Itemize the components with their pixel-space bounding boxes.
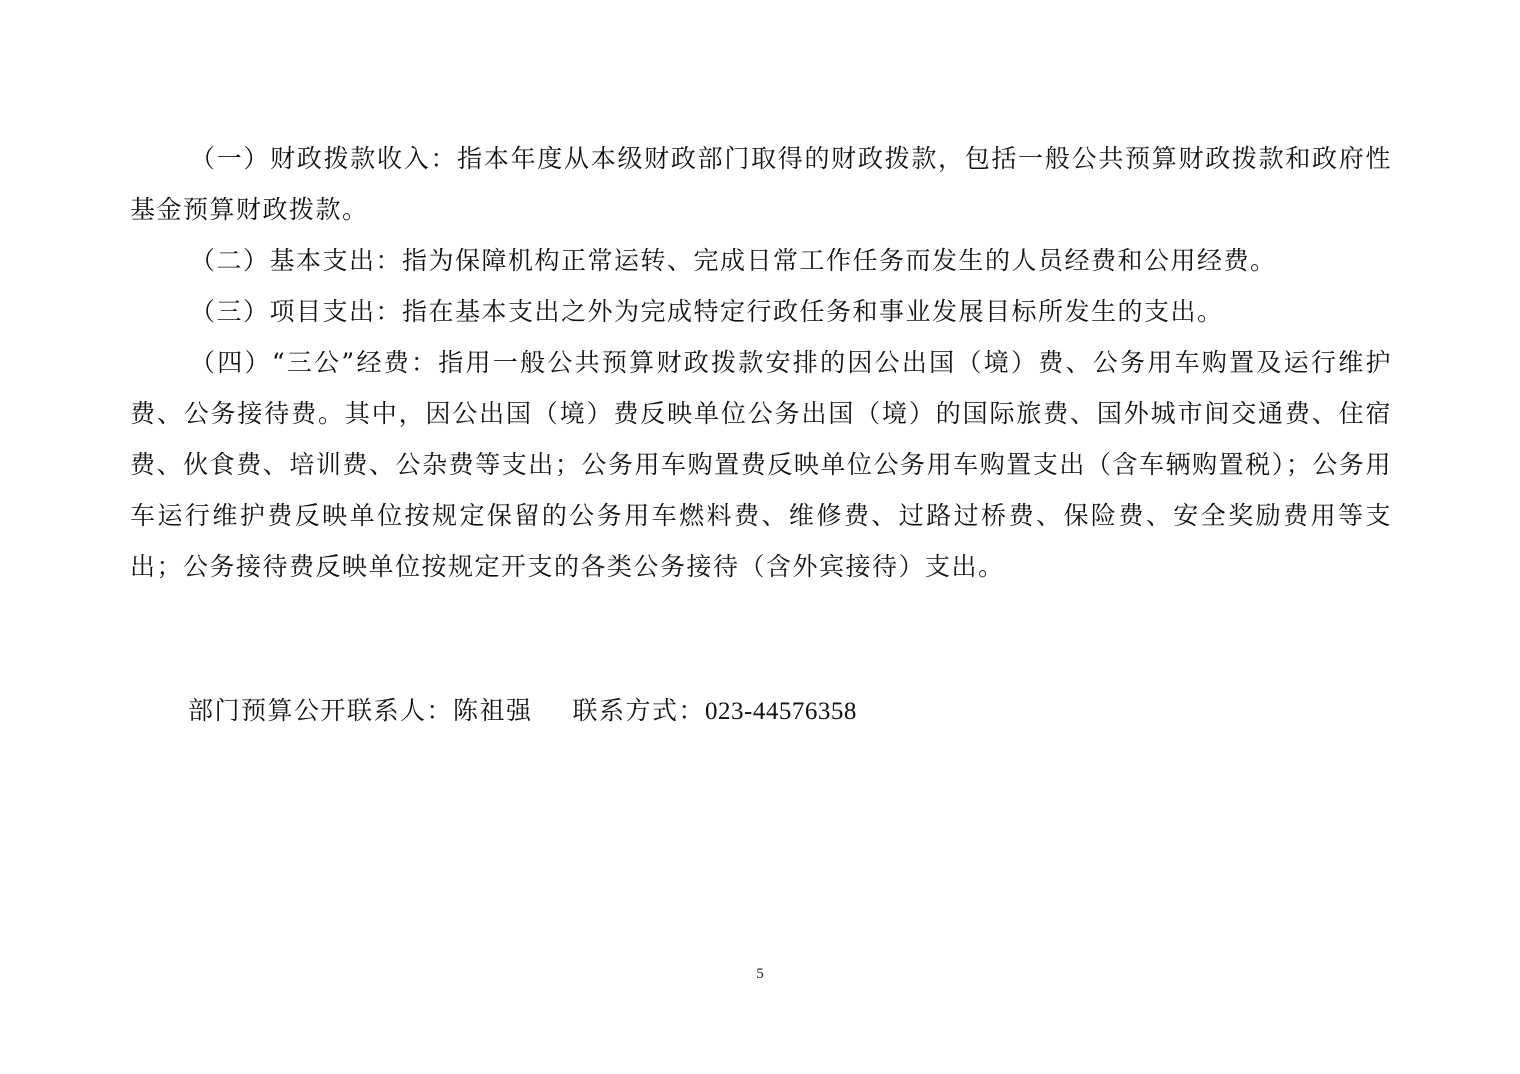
body-text [130,133,1392,592]
contact-person: 部门预算公开联系人：陈祖强 [188,696,533,725]
contact-phone-label: 联系方式： [572,696,706,725]
contact-phone-number: 023-44576358 [705,698,857,725]
paragraph-basic-expenditure: （二）基本支出：指为保障机构正常运转、完成日常工作任务而发生的人员经费和公用经费。 [190,246,1277,275]
page-number: 5 [756,966,764,982]
contact-line [188,691,857,732]
paragraph-project-expenditure: （三）项目支出：指在基本支出之外为完成特定行政任务和事业发展目标所发生的支出。 [190,297,1224,326]
paragraph-three-public-expenses: （四）“三公”经费：指用一般公共预算财政拨款安排的因公出国（境）费、公务用车购置及运行维护费、公务接待费。其中，因公出国（境）费反映单位公务出国（境）的国际旅费、国外城市间交通费、住宿费、伙食费、培训费、公杂费等支出；公务用车购置费反映单位公务用车购置支出（含车辆购置税）；公务用车运行维护费反映单位按规定保留的公务用车燃料费、维修费、过路过桥费、保险费、安全奖励费用等支出；公务接待费反映单位按规定开支的各类公务接待（含外宾接待）支出。 [130,348,1392,581]
paragraph-fiscal-appropriation-income: （一）财政拨款收入：指本年度从本级财政部门取得的财政拨款，包括一般公共预算财政拨款和政府性基金预算财政拨款。 [130,144,1392,224]
